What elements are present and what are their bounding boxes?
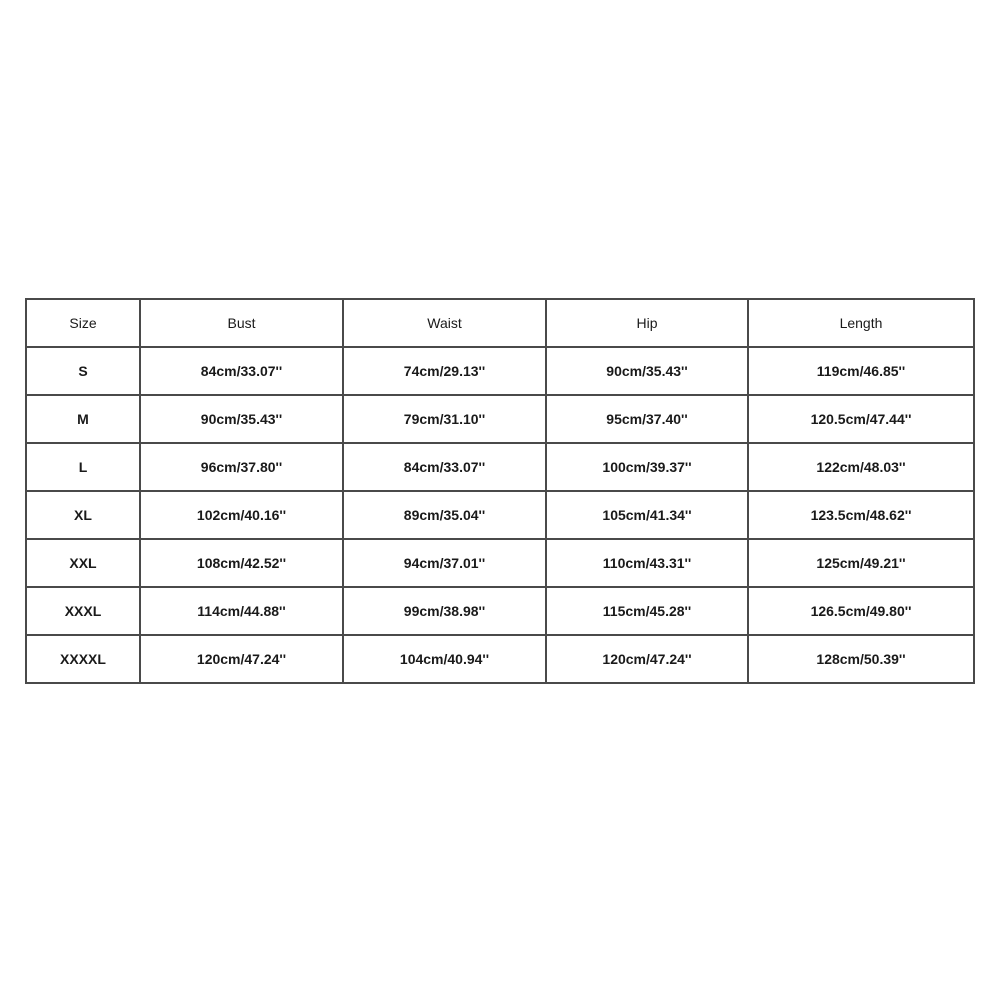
cell-waist: 89cm/35.04'' [343, 491, 546, 539]
cell-bust: 120cm/47.24'' [140, 635, 343, 683]
cell-size: L [26, 443, 140, 491]
cell-length: 123.5cm/48.62'' [748, 491, 974, 539]
cell-waist: 84cm/33.07'' [343, 443, 546, 491]
cell-bust: 90cm/35.43'' [140, 395, 343, 443]
size-chart-table [25, 298, 975, 684]
header-length: Length [748, 299, 974, 347]
cell-size: S [26, 347, 140, 395]
table-row [26, 587, 974, 635]
cell-size: XL [26, 491, 140, 539]
table-row [26, 635, 974, 683]
cell-length: 128cm/50.39'' [748, 635, 974, 683]
cell-waist: 94cm/37.01'' [343, 539, 546, 587]
table-row [26, 443, 974, 491]
header-waist: Waist [343, 299, 546, 347]
header-bust: Bust [140, 299, 343, 347]
cell-length: 120.5cm/47.44'' [748, 395, 974, 443]
cell-length: 122cm/48.03'' [748, 443, 974, 491]
cell-waist: 79cm/31.10'' [343, 395, 546, 443]
cell-hip: 115cm/45.28'' [546, 587, 748, 635]
cell-size: XXXL [26, 587, 140, 635]
cell-size: M [26, 395, 140, 443]
cell-hip: 110cm/43.31'' [546, 539, 748, 587]
table-row [26, 395, 974, 443]
cell-hip: 100cm/39.37'' [546, 443, 748, 491]
table-row [26, 491, 974, 539]
cell-hip: 105cm/41.34'' [546, 491, 748, 539]
cell-bust: 96cm/37.80'' [140, 443, 343, 491]
header-size: Size [26, 299, 140, 347]
cell-length: 126.5cm/49.80'' [748, 587, 974, 635]
cell-hip: 120cm/47.24'' [546, 635, 748, 683]
cell-bust: 84cm/33.07'' [140, 347, 343, 395]
cell-size: XXL [26, 539, 140, 587]
cell-hip: 90cm/35.43'' [546, 347, 748, 395]
cell-waist: 99cm/38.98'' [343, 587, 546, 635]
table-row [26, 347, 974, 395]
cell-length: 119cm/46.85'' [748, 347, 974, 395]
cell-bust: 108cm/42.52'' [140, 539, 343, 587]
cell-bust: 102cm/40.16'' [140, 491, 343, 539]
cell-length: 125cm/49.21'' [748, 539, 974, 587]
cell-hip: 95cm/37.40'' [546, 395, 748, 443]
cell-bust: 114cm/44.88'' [140, 587, 343, 635]
header-hip: Hip [546, 299, 748, 347]
table-header-row [26, 299, 974, 347]
table-row [26, 539, 974, 587]
cell-waist: 74cm/29.13'' [343, 347, 546, 395]
cell-size: XXXXL [26, 635, 140, 683]
cell-waist: 104cm/40.94'' [343, 635, 546, 683]
